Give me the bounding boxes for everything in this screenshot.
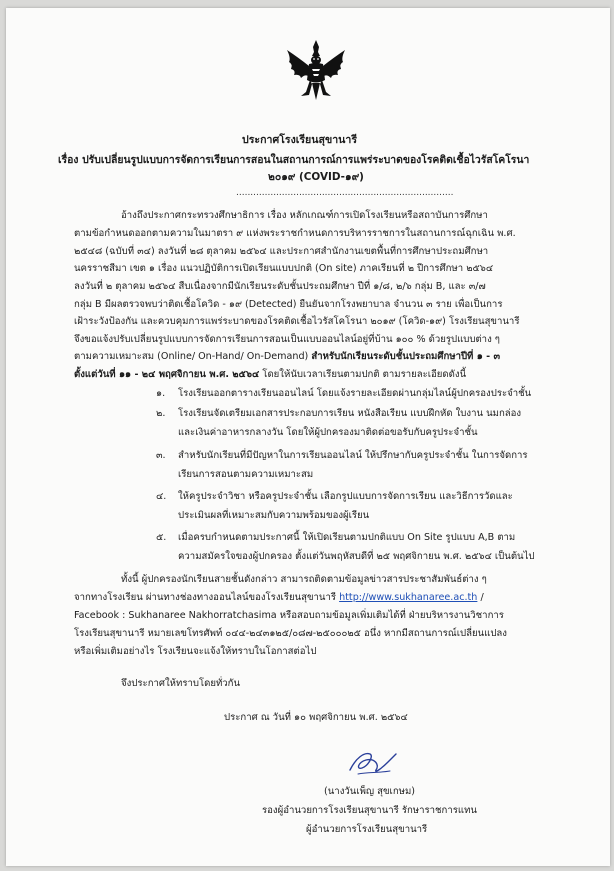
list-item: และเงินค่าอาหารกลางวัน โดยให้ผู้ปกครองมาติดต่อขอรับกับครูประจำชั้น [178,427,478,438]
subject-line-1: เรื่อง ปรับเปลี่ยนรูปแบบการจัดการเรียนการสอนในสถานการณ์การแพร่ระบาดของโรคติดเชื้อไวรัสโคโรนา [58,154,530,166]
paragraph-text: ตามความเหมาะสม (Online/ On-Hand/ On-Demand) [74,351,312,362]
paragraph-line [74,369,466,381]
paragraph-line [74,351,500,363]
announcement-date: ประกาศ ณ วันที่ ๑๐ พฤศจิกายน พ.ศ. ๒๕๖๔ [224,712,408,723]
signer-position-1: รองผู้อำนวยการโรงเรียนสุขานารี รักษาราชการแทน [262,805,477,816]
list-item-number: ๑. [156,388,166,399]
paragraph-line: หรือเพิ่มเติมอย่างไร โรงเรียนจะแจ้งให้ทราบในโอกาสต่อไป [74,646,317,657]
list-item: โรงเรียนออกตารางเรียนออนไลน์ โดยแจ้งรายละเอียดผ่านกลุ่มไลน์ผู้ปกครองประจำชั้น [178,388,532,399]
garuda-emblem-icon [281,38,351,104]
paragraph-line [74,592,484,604]
announcement-title: ประกาศโรงเรียนสุขานารี [242,134,358,146]
paragraph-text: / [477,592,484,603]
list-item: ประเมินผลที่เหมาะสมกับความพร้อมของผู้เรียน [178,510,370,521]
paragraph-text: โดยให้นับเวลาเรียนตามปกติ ตามรายละเอียดดังนี้ [259,369,467,380]
separator-dots: ............................................................................ [236,188,454,198]
grade-scope-bold: สำหรับนักเรียนระดับชั้นประถมศึกษาปีที่ ๑ - ๓ [311,351,501,362]
paragraph-line: ลงวันที่ ๒ ตุลาคม ๒๕๖๔ สืบเนื่องจากมีนักเรียนระดับชั้นประถมศึกษา ปีที่ ๑/๘, ๒/๖ กลุ่ม B, และ ๓/๗ [74,281,486,292]
list-item-number: ๓. [156,450,166,461]
list-item: ความสมัครใจของผู้ปกครอง ตั้งแต่วันพฤหัสบดีที่ ๒๕ พฤศจิกายน พ.ศ. ๒๕๖๔ เป็นต้นไป [178,551,535,562]
signer-position-2: ผู้อำนวยการโรงเรียนสุขานารี [306,824,428,835]
signer-name: (นางวันเพ็ญ สุขเกษม) [324,786,416,797]
paragraph-line: กลุ่ม B มีผลตรวจพบว่าติดเชื้อโควิด - ๑๙ (Detected) ยืนยันจากโรงพยาบาล จำนวน ๓ ราย เพื่อเป็นการ [74,299,503,310]
paragraph-line: ๒๕๔๘ (ฉบับที่ ๓๔) ลงวันที่ ๒๘ ตุลาคม ๒๕๖๔ และประกาศสำนักงานเขตพื้นที่การศึกษาประถมศึกษา [74,246,489,257]
paragraph-line: เฝ้าระวังป้องกัน และควบคุมการแพร่ระบาดของโรคติดเชื้อไวรัสโคโรนา ๒๐๑๙ (โควิด-๑๙) โรงเรียนสุขานารี [74,316,520,327]
paragraph-text: จากทางโรงเรียน ผ่านทางช่องทางออนไลน์ของโรงเรียนสุขานารี [74,592,340,603]
document-page [6,8,610,866]
paragraph-line: อ้างถึงประกาศกระทรวงศึกษาธิการ เรื่อง หลักเกณฑ์การเปิดโรงเรียนหรือสถาบันการศึกษา [121,210,488,221]
list-item: สำหรับนักเรียนที่มีปัญหาในการเรียนออนไลน์ ให้ปรึกษากับครูประจำชั้น ในการจัดการ [178,450,528,461]
paragraph-line: นครราชสีมา เขต ๑ เรื่อง แนวปฏิบัติการเปิดเรียนแบบปกติ (On site) ภาคเรียนที่ ๒ ปีการศึกษา ๒๕๖๔ [74,263,494,274]
list-item: เรียนการสอนตามความเหมาะสม [178,469,314,480]
list-item: เมื่อครบกำหนดตามประกาศนี้ ให้เปิดเรียนตามปกติแบบ On Site รูปแบบ A,B ตาม [178,532,516,543]
list-item-number: ๕. [156,532,167,543]
school-website-link[interactable]: http://www.sukhanaree.ac.th [339,592,478,603]
closing-line: จึงประกาศให้ทราบโดยทั่วกัน [121,678,241,689]
list-item-number: ๒. [156,408,166,419]
paragraph-line: ตามข้อกำหนดออกตามความในมาตรา ๙ แห่งพระราชกำหนดการบริหารราชการในสถานการณ์ฉุกเฉิน พ.ศ. [74,228,516,239]
subject-line-2: ๒๐๑๙ (COVID-๑๙) [268,171,364,183]
handwritten-signature-icon [344,744,400,780]
paragraph-line: ทั้งนี้ ผู้ปกครองนักเรียนสายชั้นดังกล่าว สามารถติดตามข้อมูลข่าวสารประชาสัมพันธ์ต่าง ๆ [121,574,487,585]
paragraph-line: โรงเรียนสุขานารี หมายเลขโทรศัพท์ ๐๔๔-๒๔๓๑๒๕/๐๘๗-๒๕๐๐๐๒๕ อนึ่ง หากมีสถานการณ์เปลี่ยนแปลง [74,628,507,639]
list-item: โรงเรียนจัดเตรียมเอกสารประกอบการเรียน หนังสือเรียน แบบฝึกหัด ใบงาน นมกล่อง [178,408,522,419]
list-item-number: ๔. [156,491,167,502]
paragraph-line: จึงขอแจ้งปรับเปลี่ยนรูปแบบการจัดการเรียนการสอนเป็นแบบออนไลน์อยู่ที่บ้าน ๑๐๐ % ด้วยรูปแบบต่าง ๆ [74,334,500,345]
date-range-bold: ตั้งแต่วันที่ ๑๑ - ๒๔ พฤศจิกายน พ.ศ. ๒๕๖๔ [74,369,260,380]
list-item: ให้ครูประจำวิชา หรือครูประจำชั้น เลือกรูปแบบการจัดการเรียน และวิธีการวัดและ [178,491,513,502]
paragraph-line: Facebook : Sukhanaree Nakhorratchasima หรือสอบถามข้อมูลเพิ่มเติมได้ที่ ฝ่ายบริหารงานวิชาการ [74,610,504,621]
